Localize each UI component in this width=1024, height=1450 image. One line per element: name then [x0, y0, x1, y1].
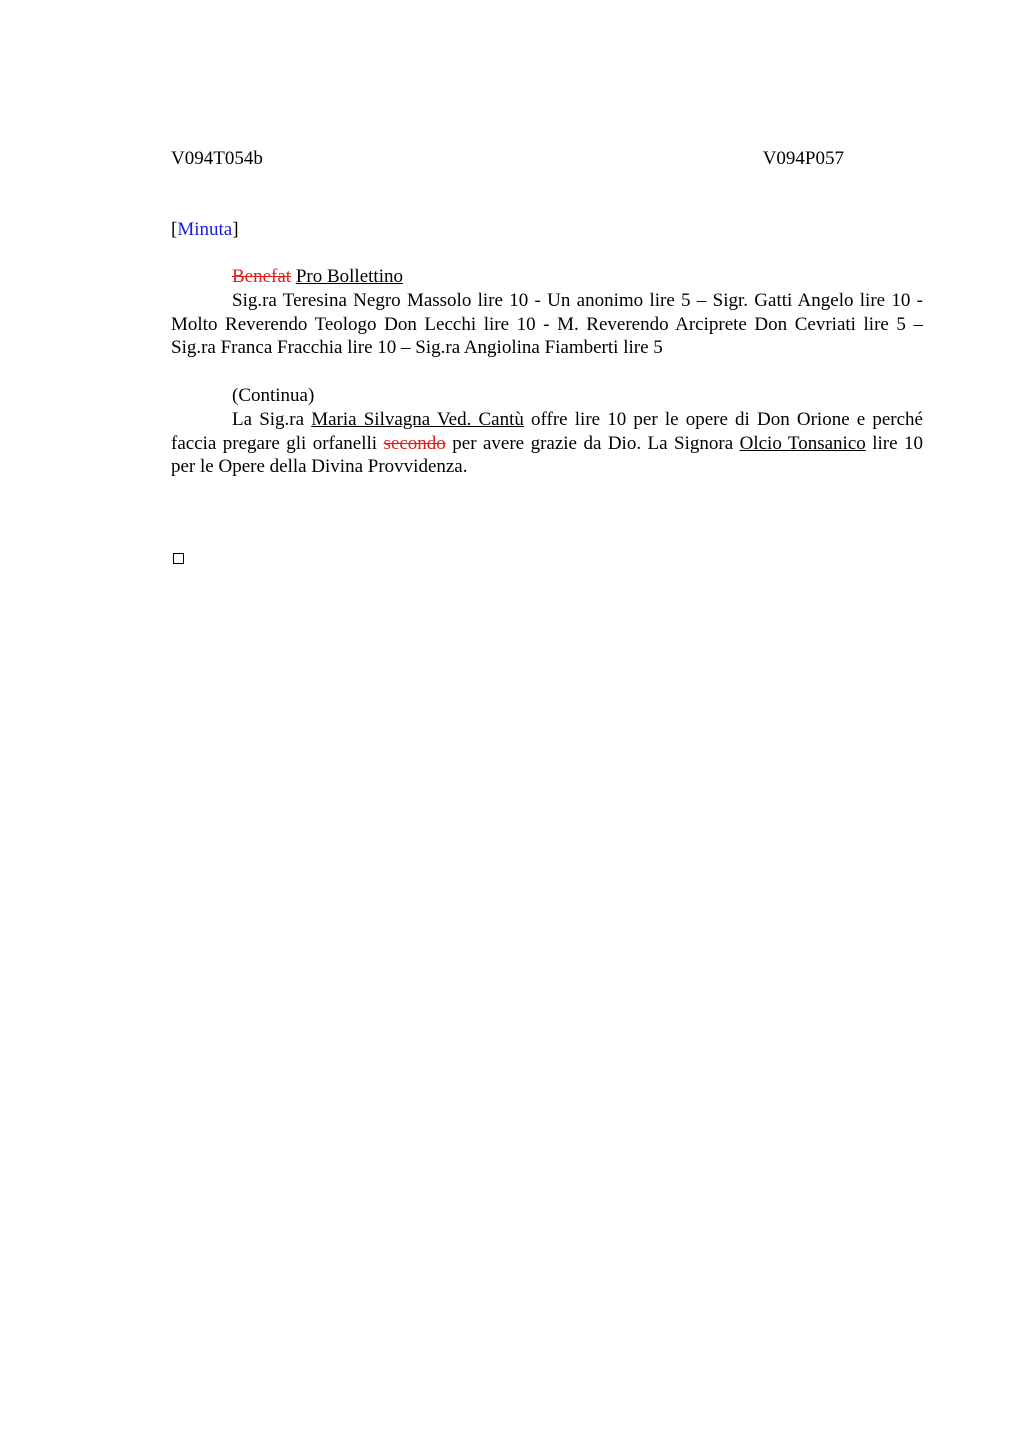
document-code-right: V094P057	[762, 148, 844, 169]
continua-text-4: lire 10 per le Opere della Divina Provvidenza.	[171, 432, 924, 478]
minuta-label	[171, 217, 239, 243]
continua-paragraph	[171, 408, 923, 479]
section-continua	[171, 384, 923, 479]
donor-list-paragraph: Sig.ra Teresina Negro Massolo lire 10 - Un anonimo lire 5 – Sigr. Gatti Angelo lire 10 - Molto Reverendo Teologo Don Lecchi lire 10 - M. Reverendo Arciprete Don Cevriati lire 5 – Sig.ra Franca Fracchia lire 10 – Sig.ra Angiolina Fiamberti lire 5	[171, 289, 923, 359]
minuta-text: Minuta	[177, 219, 233, 240]
continua-text-1: La Sig.ra	[232, 408, 312, 430]
section-title-line	[171, 265, 923, 289]
struck-word-benefat: Benefat	[232, 266, 292, 287]
document-header	[171, 146, 844, 172]
continua-heading: (Continua)	[232, 385, 315, 406]
section-title: Pro Bollettino	[295, 266, 403, 287]
document-code-left: V094T054b	[171, 148, 263, 169]
continua-text-3: per avere grazie da Dio. La Signora	[445, 432, 740, 454]
minuta-open-bracket: [	[171, 219, 178, 240]
struck-word-secondo: secondo	[383, 432, 446, 454]
empty-square-icon	[173, 553, 184, 564]
donor-name-1: Maria Silvagna Ved. Cantù	[311, 408, 524, 430]
minuta-close-bracket: ]	[232, 219, 239, 240]
section-pro-bollettino	[171, 265, 923, 360]
continua-text-2: offre lire 10 per le opere di Don Orione e perché faccia pregare gli orfanelli	[171, 408, 923, 454]
donor-name-2: Olcio Tonsanico	[739, 432, 866, 454]
